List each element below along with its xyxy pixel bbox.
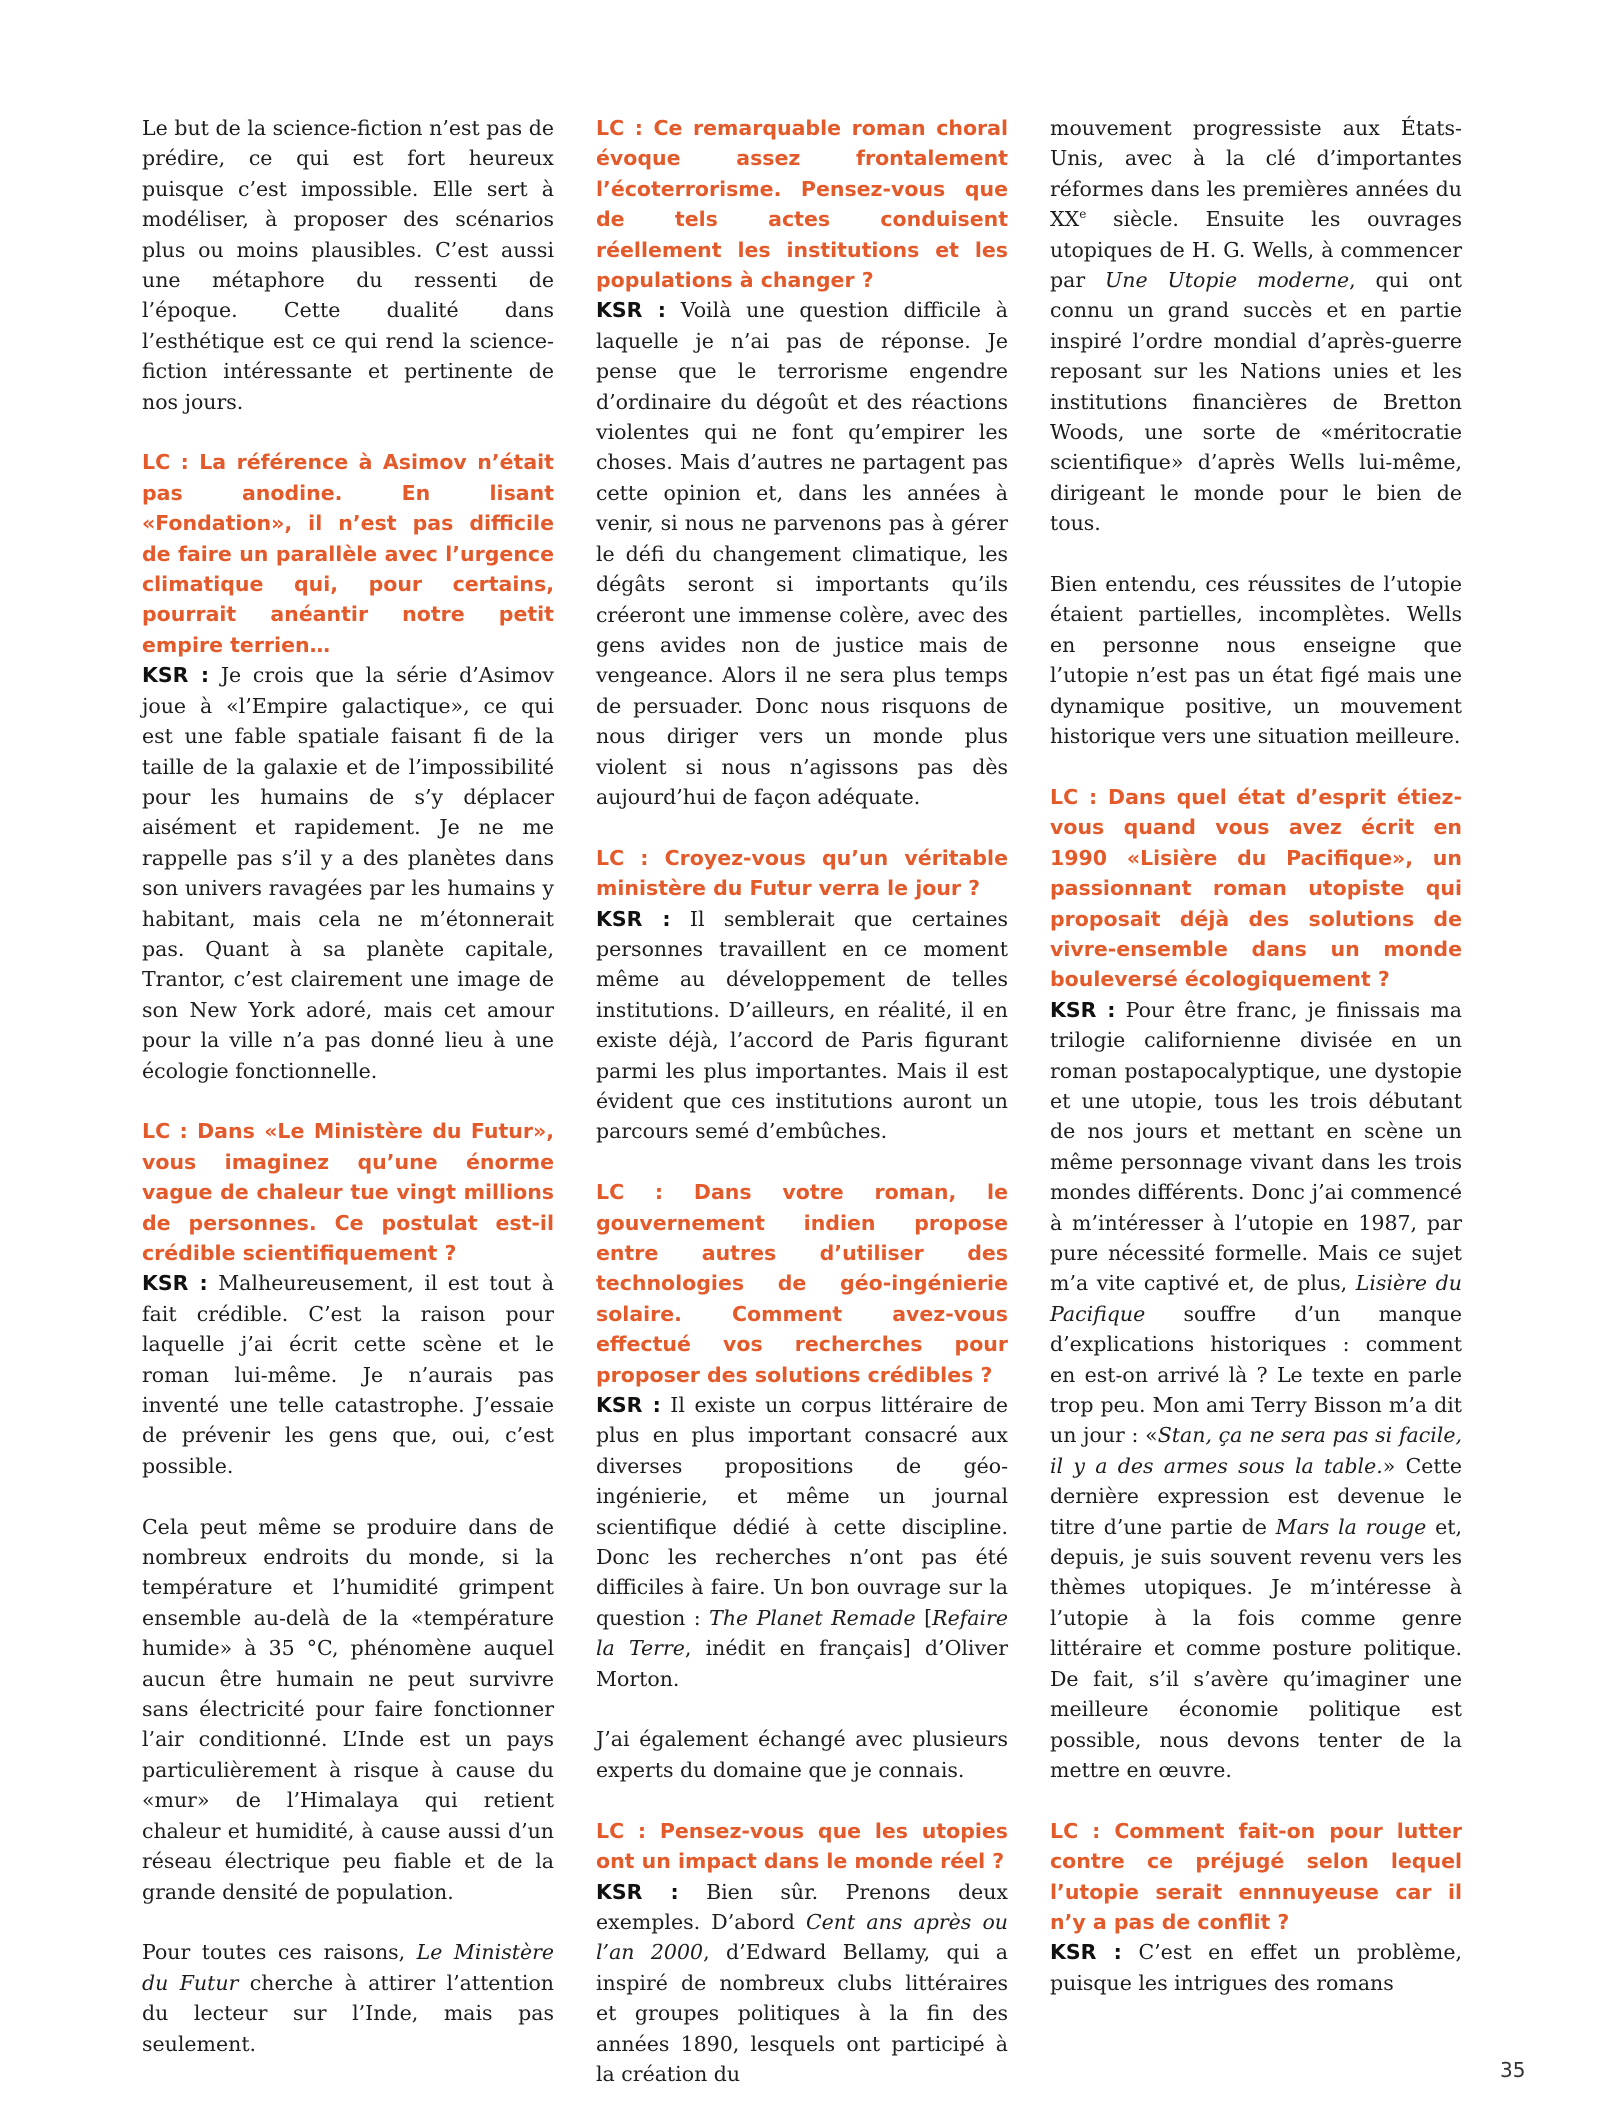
interview-answer	[596, 904, 1008, 1147]
text-run: , d’Edward Bellamy, qui a inspiré de nombreux clubs littéraires et groupes politiques à la fin des années 1890, lesquels ont participé à la création du	[596, 1940, 1008, 2086]
article-column-2	[596, 113, 1008, 2089]
interview-question: LC : Ce remarquable roman choral évoque assez frontalement l’écoterrorisme. Pensez-vous que de tels actes conduisent réellement les institutions et les populations à changer ?	[596, 116, 1008, 293]
text-run: Il existe un corpus littéraire de plus en plus important consacré aux diverses propositions de géo-ingénierie, et même un journal scientifique dédié à cette discipline. Donc les recherches n’ont pas été difficiles à faire. Un bon ouvrage sur la question :	[596, 1393, 1008, 1630]
text-run: Il semblerait que certaines personnes travaillent en ce moment même au développement de telles institutions. D’ailleurs, en réalité, il en existe déjà, l’accord de Paris figurant parmi les plus importantes. Mais il est évident que ces institutions auront un parcours semé d’embûches.	[596, 906, 1008, 1144]
article-column-1	[142, 113, 554, 2059]
body-paragraph	[142, 1937, 554, 2059]
text-run: Pour être franc, je finissais ma trilogie californienne divisée en un roman postapocalyptique, une dystopie et une utopie, tous les trois débutant de nos jours et mettant en scène un même personnage vivant dans les trois mondes différents. Donc j’ai commencé à m’intéresser à l’utopie en 1987, par pure nécessité formelle. Mais ce sujet m’a vite captivé et, de plus,	[1050, 997, 1462, 1296]
body-paragraph	[142, 113, 554, 417]
interview-answer	[596, 295, 1008, 812]
text-run: Le but de la science-fiction n’est pas de prédire, ce qui est fort heureux puisque c’est impossible. Elle sert à modéliser, à proposer des scénarios plus ou moins plausibles. C’est aussi une métaphore du ressenti de l’époque. Cette dualité dans l’esthétique est ce qui rend la science-fiction intéressante et pertinente de nos jours.	[142, 116, 554, 414]
page-number: 35	[1500, 2058, 1526, 2082]
interview-question: LC : Comment fait-on pour lutter contre ce préjugé selon lequel l’utopie serait ennnuyeuse car il n’y a pas de conflit ?	[1050, 1818, 1462, 1934]
text-run: Bien entendu, ces réussites de l’utopie étaient partielles, incomplètes. Wells en personne nous enseigne que l’utopie n’est pas un état figé mais une dynamique positive, un mouvement historique vers une situation meilleure.	[1050, 572, 1462, 749]
body-paragraph	[596, 1724, 1008, 1785]
speaker-label: KSR :	[1050, 997, 1116, 1022]
italic-text: Lisière du Pacifique	[1050, 1271, 1462, 1326]
interview-question: LC : Dans «Le Ministère du Futur», vous imaginez qu’une énorme vague de chaleur tue vingt millions de personnes. Ce postulat est-il crédible scientifiquement ?	[142, 1119, 554, 1265]
text-run: J’ai également échangé avec plusieurs experts du domaine que je connais.	[596, 1727, 1008, 1782]
italic-text: Le Ministère du Futur	[142, 1940, 555, 1995]
text-run: cherche à attirer l’attention du lecteur sur l’Inde, mais pas seulement.	[142, 1970, 554, 2056]
interview-answer	[142, 660, 554, 1086]
interview-answer	[596, 1390, 1008, 1694]
italic-text: Une Utopie moderne	[1105, 268, 1350, 293]
text-run: Voilà une question difficile à laquelle je n’ai pas de réponse. Je pense que le terrorisme engendre d’ordinaire du dégoût et des réactions violentes qui ne font qu’empirer les choses. Mais d’autres ne partagent pas cette opinion et, dans les années à venir, si nous ne parvenons pas à gérer le défi du changement climatique, les dégâts seront si importants qu’ils créeront une immense colère, avec des gens avides non de justice mais de vengeance. Alors il ne sera plus temps de persuader. Donc nous risquons de nous diriger vers un monde plus violent si nous n’agissons pas dès aujourd’hui de façon adéquate.	[596, 298, 1008, 809]
speaker-label: KSR :	[596, 906, 671, 931]
speaker-label: KSR :	[142, 1271, 208, 1296]
interview-question: LC : Dans quel état d’esprit étiez-vous quand vous avez écrit en 1990 «Lisière du Pacifique», un passionnant roman utopiste qui proposait déjà des solutions de vivre-ensemble dans un monde bouleversé écologiquement ?	[1050, 784, 1462, 992]
text-run: mouvement progressiste aux États-Unis, avec à la clé d’importantes réformes dans les premières années du XX	[1050, 116, 1462, 232]
text-run: souffre d’un manque d’explications historiques : comment en est-on arrivé là ? Le texte en parle trop peu. Mon ami Terry Bisson m’a dit un jour : «	[1050, 1301, 1462, 1448]
text-run: Bien sûr. Prenons deux exemples. D’abord	[596, 1879, 1008, 1934]
italic-text: Stan, ça ne sera pas si facile, il y a des armes sous la table.	[1050, 1423, 1462, 1478]
italic-text: The Planet Remade	[709, 1605, 916, 1630]
speaker-label: KSR :	[596, 1393, 661, 1418]
interview-answer	[1050, 995, 1462, 1786]
speaker-label: KSR :	[142, 663, 210, 688]
speaker-label: KSR :	[596, 298, 667, 323]
text-run: Je crois que la série d’Asimov joue à «l’Empire galactique», ce qui est une fable spatiale faisant fi de la taille de la galaxie et de l’impossibilité pour les humains de s’y déplacer aisément et rapidement. Je ne me rappelle pas s’il y a des planètes dans son univers ravagées par les humains y habitant, mais cela ne m’étonnerait pas. Quant à sa planète capitale, Trantor, c’est clairement une image de son New York adoré, mais cet amour pour la ville n’a pas donné lieu à une écologie fonctionnelle.	[142, 663, 554, 1083]
text-run: C’est en effet un problème, puisque les intrigues des romans	[1050, 1940, 1462, 1995]
interview-question: LC : Croyez-vous qu’un véritable ministère du Futur verra le jour ?	[596, 845, 1008, 901]
speaker-label: KSR :	[596, 1879, 679, 1904]
interview-answer	[596, 1877, 1008, 2090]
text-run: Cela peut même se produire dans de nombreux endroits du monde, si la température et l’humidité grimpent ensemble au-delà de la «température humide» à 35 °C, phénomène auquel aucun être humain ne peut survivre sans électricité pour faire fonctionner l’air conditionné. L’Inde est un pays particulièrement à risque à cause du «mur» de l’Himalaya qui retient chaleur et humidité, à cause aussi d’un réseau électrique peu fiable et de la grande densité de population.	[142, 1514, 554, 1904]
interview-answer	[142, 1268, 554, 1481]
interview-question: LC : La référence à Asimov n’était pas anodine. En lisant «Fondation», il n’est pas difficile de faire un parallèle avec l’urgence climatique qui, pour certains, pourrait anéantir notre petit empire terrien…	[142, 450, 554, 657]
text-run: , inédit en français] d’Oliver Morton.	[596, 1636, 1008, 1691]
text-run: Pour toutes ces raisons,	[142, 1940, 417, 1965]
text-run: Malheureusement, il est tout à fait crédible. C’est la raison pour laquelle j’ai écrit cette scène et le roman lui-même. Je n’aurais pas inventé une telle catastrophe. J’essaie de prévenir les gens que, oui, c’est possible.	[142, 1271, 554, 1478]
text-run: et, depuis, je suis souvent revenu vers les thèmes utopiques. Je m’intéresse à l’utopie à la fois comme genre littéraire et comme posture politique. De fait, s’il s’avère qu’imaginer une meilleure économie politique est possible, nous devons tenter de la mettre en œuvre.	[1050, 1514, 1463, 1782]
italic-text: Refaire la Terre	[596, 1605, 1009, 1661]
text-run: » Cette dernière expression est devenue le titre d’une partie de	[1050, 1453, 1462, 1539]
superscript-text: e	[1079, 207, 1087, 222]
italic-text: Mars la rouge	[1275, 1514, 1427, 1539]
body-paragraph	[142, 1512, 554, 1907]
text-run: siècle. Ensuite les ouvrages utopiques de H. G. Wells, à commencer par	[1050, 207, 1462, 293]
interview-question: LC : Dans votre roman, le gouvernement indien propose entre autres d’utiliser des technologies de géo-ingénierie solaire. Comment avez-vous effectué vos recherches pour proposer des solutions crédibles ?	[596, 1180, 1008, 1387]
article-column-3	[1050, 113, 1462, 1998]
text-run: [	[915, 1605, 933, 1630]
text-run: , qui ont connu un grand succès et en partie inspiré l’ordre mondial d’après-guerre reposant sur les Nations unies et les institutions financières de Bretton Woods, une sorte de «méritocratie scientifique» d’après Wells lui-même, dirigeant le monde pour le bien de tous.	[1050, 268, 1463, 536]
interview-answer	[1050, 1937, 1462, 1998]
body-paragraph	[1050, 113, 1462, 539]
italic-text: Cent ans après ou l’an 2000	[596, 1909, 1008, 1965]
body-paragraph	[1050, 569, 1462, 751]
interview-question: LC : Pensez-vous que les utopies ont un impact dans le monde réel ?	[596, 1818, 1008, 1874]
speaker-label: KSR :	[1050, 1940, 1122, 1965]
